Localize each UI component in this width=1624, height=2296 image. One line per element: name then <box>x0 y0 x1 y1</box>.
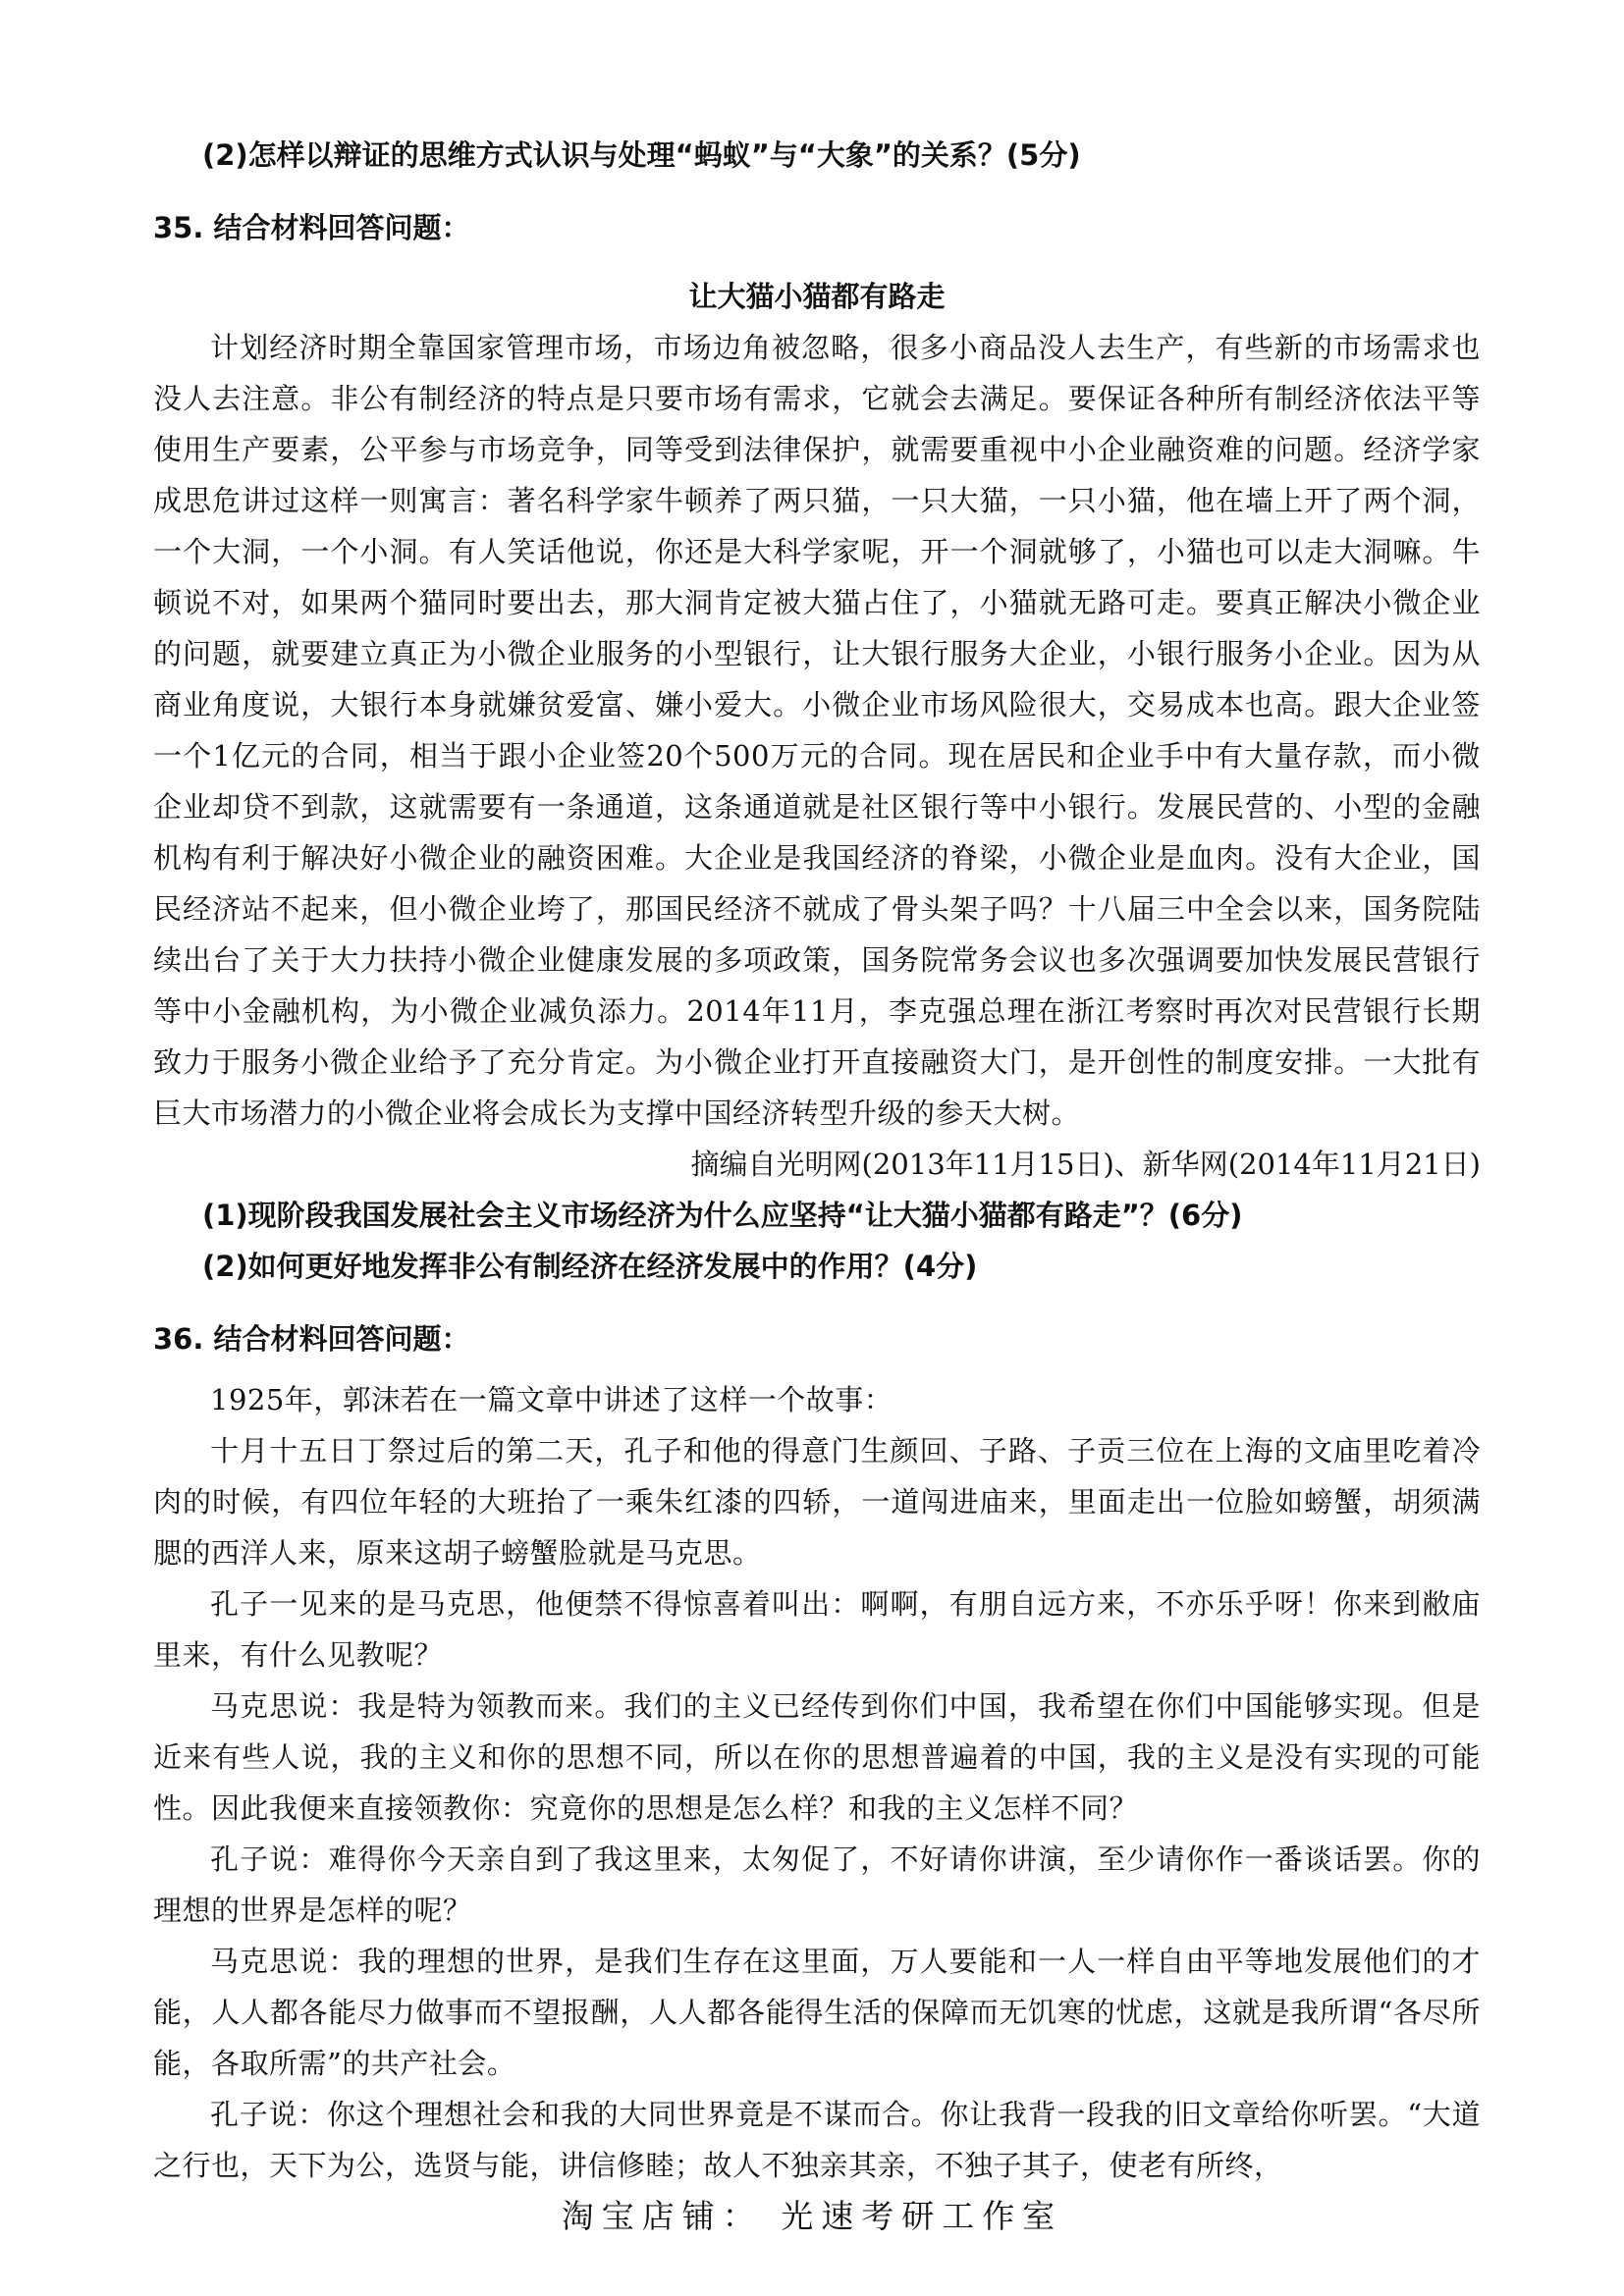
material-paragraph: 马克思说：我是特为领教而来。我们的主义已经传到你们中国，我希望在你们中国能够实现。但是近来有些人说，我的主义和你的思想不同，所以在你的思想普遍着的中国，我的主义是没有实现的可能性。因此我便来直接领教你：究竟你的思想是怎么样？和我的主义怎样不同？ <box>153 1689 1481 1825</box>
material-paragraph: 1925年，郭沫若在一篇文章中讲述了这样一个故事： <box>210 1383 893 1416</box>
question-34-sub-2: (2)怎样以辩证的思维方式认识与处理“蚂蚁”与“大象”的关系？(5分) <box>202 138 1081 172</box>
question-36-heading: 36. 结合材料回答问题： <box>153 1322 470 1356</box>
passage-title: 让大猫小猫都有路走 <box>688 280 946 313</box>
page-footer: 淘宝店铺： 光速考研工作室 <box>561 2197 1063 2235</box>
question-35-sub-2: (2)如何更好地发挥非公有制经济在经济发展中的作用？(4分) <box>202 1250 978 1283</box>
question-36-material <box>153 1374 1481 2191</box>
passage-paragraph: 计划经济时期全靠国家管理市场，市场边角被忽略，很多小商品没人去生产，有些新的市场需求也没人去注意。非公有制经济的特点是只要市场有需求，它就会去满足。要保证各种所有制经济依法平等使用生产要素，公平参与市场竞争，同等受到法律保护，就需要重视中小企业融资难的问题。经济学家成思危讲过这样一则寓言：著名科学家牛顿养了两只猫，一只大猫，一只小猫，他在墙上开了两个洞，一个大洞，一个小洞。有人笑话他说，你还是大科学家呢，开一个洞就够了，小猫也可以走大洞嘛。牛顿说不对，如果两个猫同时要出去，那大洞肯定被大猫占住了，小猫就无路可走。要真正解决小微企业的问题，就要建立真正为小微企业服务的小型银行，让大银行服务大企业，小银行服务小企业。因为从商业角度说，大银行本身就嫌贫爱富、嫌小爱大。小微企业市场风险很大，交易成本也高。跟大企业签一个1亿元的合同，相当于跟小企业签20个500万元的合同。现在居民和企业手中有大量存款，而小微企业却贷不到款，这就需要有一条通道，这条通道就是社区银行等中小银行。发展民营的、小型的金融机构有利于解决好小微企业的融资困难。大企业是我国经济的脊梁，小微企业是血肉。没有大企业，国民经济站不起来，但小微企业垮了，那国民经济不就成了骨头架子吗？十八届三中全会以来，国务院陆续出台了关于大力扶持小微企业健康发展的多项政策，国务院常务会议也多次强调要加快发展民营银行等中小金融机构，为小微企业减负添力。2014年11月，李克强总理在浙江考察时再次对民营银行长期致力于服务小微企业给予了充分肯定。为小微企业打开直接融资大门，是开创性的制度安排。一大批有巨大市场潜力的小微企业将会成长为支撑中国经济转型升级的参天大树。 <box>153 331 1481 1130</box>
material-paragraph: 孔子一见来的是马克思，他便禁不得惊喜着叫出：啊啊，有朋自远方来，不亦乐乎呀！你来到敝庙里来，有什么见教呢？ <box>153 1587 1481 1672</box>
material-paragraph: 孔子说：难得你今天亲自到了我这里来，太匆促了，不好请你讲演，至少请你作一番谈话罢。你的理想的世界是怎样的呢？ <box>153 1842 1481 1927</box>
passage-source: 摘编自光明网(2013年11月15日)、新华网(2014年11月21日) <box>690 1148 1481 1181</box>
question-35-subquestions <box>153 1190 1481 1292</box>
material-paragraph: 十月十五日丁祭过后的第二天，孔子和他的得意门生颜回、子路、子贡三位在上海的文庙里吃着冷肉的时候，有四位年轻的大班抬了一乘朱红漆的四轿，一道闯进庙来，里面走出一位脸如螃蟹，胡须满腮的西洋人来，原来这胡子螃蟹脸就是马克思。 <box>153 1434 1481 1570</box>
question-35-heading: 35. 结合材料回答问题： <box>153 211 470 244</box>
material-paragraph: 马克思说：我的理想的世界，是我们生存在这里面，万人要能和一人一样自由平等地发展他们的才能，人人都各能尽力做事而不望报酬，人人都各能得生活的保障而无饥寒的忧虑，这就是我所谓“各尽所能，各取所需”的共产社会。 <box>153 1945 1481 2080</box>
material-paragraph: 孔子说：你这个理想社会和我的大同世界竟是不谋而合。你让我背一段我的旧文章给你听罢。“大道之行也，天下为公，选贤与能，讲信修睦；故人不独亲其亲，不独子其子，使老有所终， <box>153 2098 1481 2182</box>
question-35-sub-1: (1)现阶段我国发展社会主义市场经济为什么应坚持“让大猫小猫都有路走”？(6分) <box>202 1199 1243 1232</box>
